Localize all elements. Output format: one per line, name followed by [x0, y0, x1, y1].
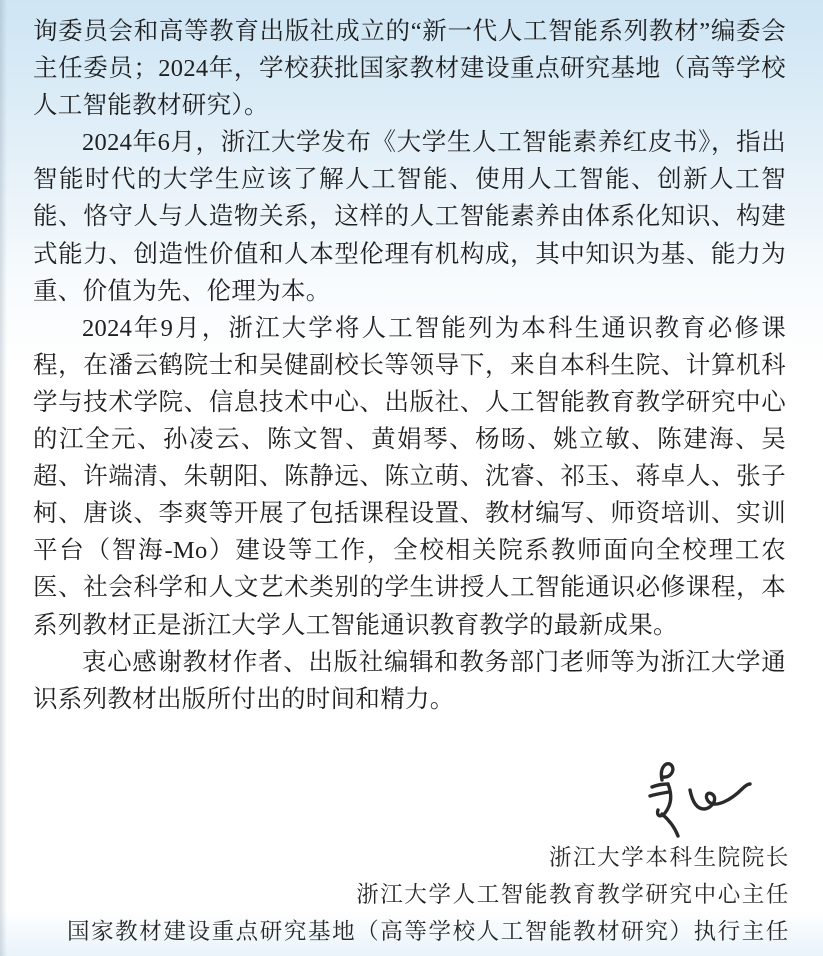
paragraph-course: 2024年9月，浙江大学将人工智能列为本科生通识教育必修课程，在潘云鹤院士和吴健副校长等领导下，来自本科生院、计算机科学与技术学院、信息技术中心、出版社、人工智能教育教学研究中心的江全元、孙凌云、陈文智、黄娟琴、杨旸、姚立敏、陈建海、吴超、许端清、朱朝阳、陈静远、陈立萌、沈睿、祁玉、蒋卓人、张子柯、唐谈、李爽等开展了包括课程设置、教材编写、师资培训、实训平台（智海-Mo）建设等工作，全校相关院系教师面向全校理工农医、社会科学和人文艺术类别的学生讲授人工智能通识必修课程，本系列教材正是浙江大学人工智能通识教育教学的最新成果。 — [33, 314, 786, 639]
paragraph-thanks: 衷心感谢教材作者、出版社编辑和教务部门老师等为浙江大学通识系列教材出版所付出的时间和精力。 — [33, 648, 786, 713]
page-edge-shadow — [0, 0, 7, 956]
signature-titles — [33, 839, 790, 950]
paragraph-redbook: 2024年6月，浙江大学发布《大学生人工智能素养红皮书》，指出智能时代的大学生应该了解人工智能、使用人工智能、创新人工智能、恪守人与人造物关系，这样的人工智能素养由体系化知识、构建式能力、创造性价值和人本型伦理有机构成，其中知识为基、能力为重、价值为先、伦理为本。 — [33, 129, 786, 305]
title-ai-center-director: 浙江大学人工智能教育教学研究中心主任 — [356, 882, 790, 907]
title-textbook-base-director: 国家教材建设重点研究基地（高等学校人工智能教材研究）执行主任 — [66, 919, 790, 944]
preface-body — [33, 13, 786, 718]
handwritten-signature-icon — [632, 756, 762, 844]
paragraph-continuation: 询委员会和高等教育出版社成立的“新一代人工智能系列教材”编委会主任委员；2024年，学校获批国家教材建设重点研究基地（高等学校人工智能教材研究）。 — [33, 18, 786, 120]
title-dean: 浙江大学本科生院院长 — [548, 845, 790, 870]
